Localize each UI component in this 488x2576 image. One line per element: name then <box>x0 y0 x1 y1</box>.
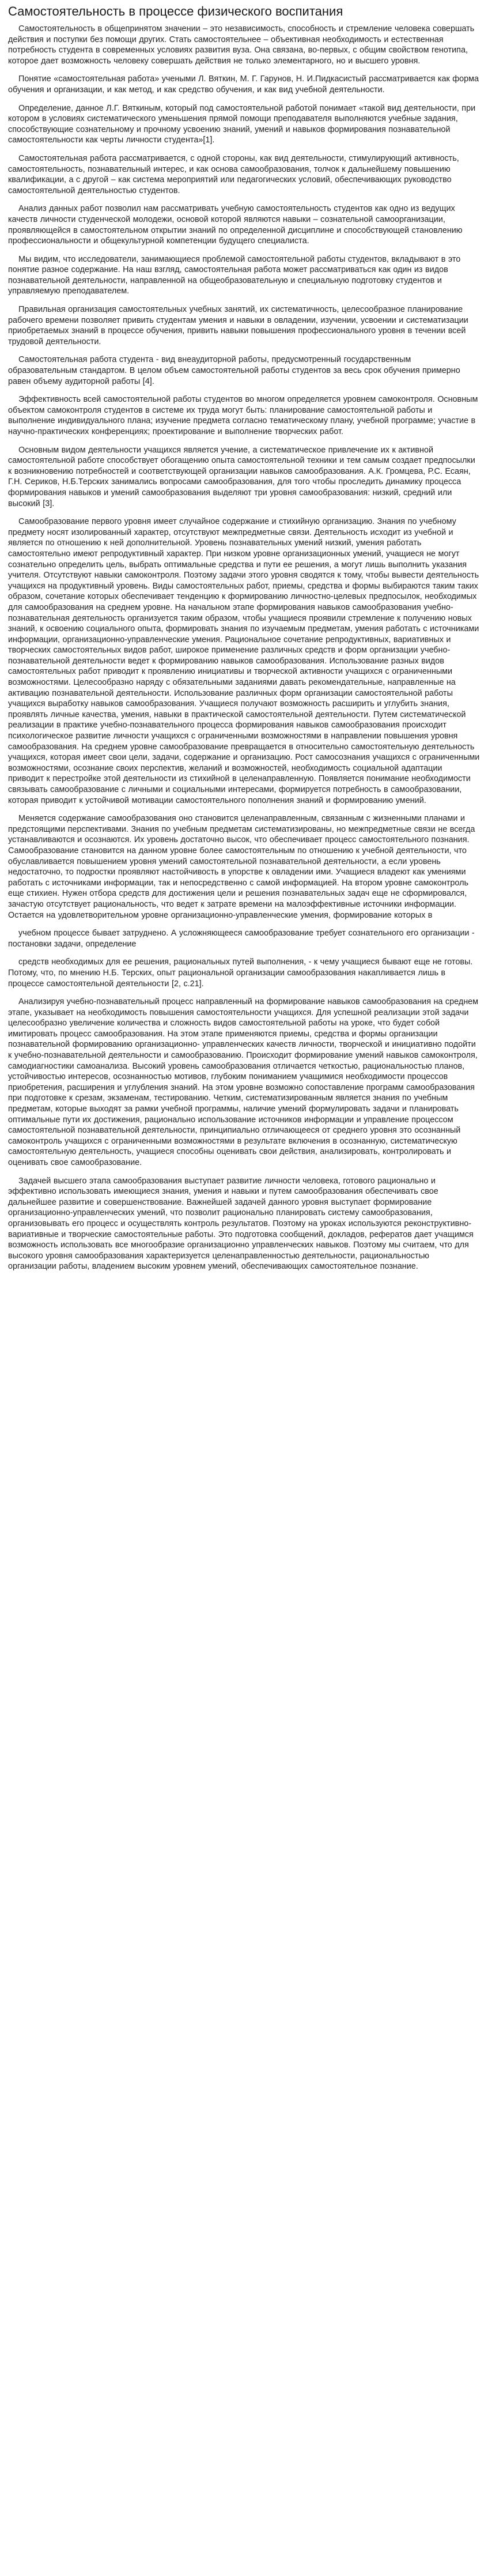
paragraph-4: Самостоятельная работа рассматривается, с одной стороны, как вид деятельности, стимулирующий активность, самостоятельность, познавательный интерес, и как основа самообразования, толчок к дальнейшему повышению квалификации, а с другой – как система мероприятий или педагогических условий, обеспечивающих руководство самостоятельной деятельностью студентов. <box>8 153 459 195</box>
paragraph-11: Самообразование первого уровня имеет случайное содержание и стихийную организацию. Знания по учебному предмету носят изолированный характер, отсутствуют межпредметные связи. Деятельность исходит из учебной и является по отношению к ней дополнительной. Уровень познавательных умений низкий, умения работать самостоятельно имеют репродуктивный характер. При низком уровне организационных умений, учащиеся не могут сознательно определить цель, выбрать оптимальные средства и пути ее решения, а могут лишь выполнить указания учителя. Отсутствуют навыки самоконтроля. Поэтому задачи этого уровня сводятся к тому, чтобы вывести деятельность учащихся на продуктивный уровень. Виды самостоятельных работ, приемы, средства и формы выбираются таким таких образом, сочетание которых обеспечивает тенденцию к формированию личностно-целевых предпосылок, необходимых для самообразования на среднем уровне. На начальном этапе формирования навыков самообразования учебно- познавательная деятельность организуется таким образом, чтобы учащиеся проявили стремление к получению новых знаний, к освоению социального опыта, формировать знания по изучаемым предметам, умения работать с источниками информации, организационно-управленческие умения. Рациональное сочетание репродуктивных, вариативных и творческих самостоятельных видов работ, широкое применение различных средств и форм организации учебно-познавательной деятельности ведет к формированию навыков самообразования. Использование разных видов самостоятельных работ приводит к проявлению инициативы и творческой активности учащихся с ограниченными возможностями. Целесообразно наряду с обязательными заданиями давать рекомендательные, направленные на активацию познавательной деятельности. Использование различных форм организации самостоятельной работы учащихся выработку навыков самообразования. Учащиеся получают возможность расширить и углубить знания, проявлять личные качества, умения, навыки в практической самостоятельной деятельности. Путем систематической реализации в практике учебно-познавательного процесса формирования навыков самообразования происходит психологическое развитие личности учащихся с ограниченными возможностями в направлении повышения уровня самообразования. На среднем уровне самообразование превращается в относительно самостоятельную деятельность учащихся, которая имеет свои цели, задачи, содержание и организацию. Рост самосознания учащихся с ограниченными возможностями, осознание своих перспектив, желаний и возможностей, необходимость социальной адаптации приводит к перестройке этой деятельности из стихийной в целенаправленную. Появляется понимание необходимости связывать самообразование с личными и социальными интересами, формируется потребность в самообразовании, которая приводит к устойчивой мотивации самостоятельного пополнения знаний и формированию умений. <box>8 517 480 805</box>
paragraph-7: Правильная организация самостоятельных учебных занятий, их систематичность, целесообразное планирование рабочего времени позволяет привить студентам умения и навыки в овладении, изучении, усвоении и систематизации приобретаемых знаний в процессе обучения, привить навыки повышения профессионального уровня в течении всей трудовой деятельности. <box>8 305 468 346</box>
paragraph-13: учебном процессе бывает затруднено. А усложняющееся самообразование требует сознательного его организации - постановки задачи, определение <box>8 929 475 949</box>
paragraph-3: Определение, данное Л.Г. Вяткиным, который под самостоятельной работой понимает «такой вид деятельности, при котором в условиях систематического уменьшения прямой помощи преподавателя выполняются учебные задания, способствующие сознательному и прочному усвоению знаний, умений и навыков формирования познавательной самостоятельности как черты личности студента»[1]. <box>8 103 476 145</box>
paragraph-1: Самостоятельность в общепринятом значении – это независимость, способность и стремление человека совершать действия и поступки без помощи других. Стать самостоятельнее – объективная необходимость и естественная потребность студента в современных условиях развития вуза. Она связана, во-первых, с общим свойством генотипа, которое дает возможность человеку совершать действия не только элементарного, но и высшего уровня. <box>8 24 475 66</box>
paragraph-8: Самостоятельная работа студента - вид внеаудиторной работы, предусмотренный государственным образовательным стандартом. В целом объем самостоятельной работы студентов за весь срок обучения примерно равен объему аудиторной работы [4]. <box>8 355 460 386</box>
paragraph-15: Анализируя учебно-познавательный процесс направленный на формирование навыков самообразования на среднем этапе, указывает на необходимость повышения самостоятельности учащихся. Для успешной реализации этой задачи целесообразно увеличение количества и сложность видов самостоятельной работы на уроке, что будет собой имитировать процесс самообразования. На этом этапе применяются приемы, средства и формы организации познавательной формированию организационно- управленческих качеств личности, творческой и инициативно подойти к учебно-познавательной деятельности и самообразованию. Происходит формирование умений навыков самоконтроля, самодиагностики самоанализа. Высокий уровень самообразования отличается четкостью, рациональностью планов, устойчивостью интересов, осознанностью мотивов, глубоким пониманием учащимися необходимости процессов приобретения, расширения и углубления знаний. На этом уровне возможно сопоставление программ самообразования при подготовке к срезам, экзаменам, тестированию. Четким, систематизированным является знания по учебным предметам, которые выходят за рамки учебной программы, наличие умений формулировать задачи и планировать оптимальные пути их достижения, рационально использование источников информации и управление процессом самостоятельной познавательной деятельности, принципиально отличающееся от среднего уровня это осознанный самоконтроль учащихся с ограниченными возможностями в результате включения в осознанную, систематическую самостоятельную деятельность, учащиеся способны оценивать свои действия, анализировать, контролировать и оценивать свое самообразование. <box>8 997 479 1167</box>
article-title: Самостоятельность в процессе физического воспитания <box>8 4 343 18</box>
paragraph-16: Задачей высшего этапа самообразования выступает развитие личности человека, готового рационально и эффективно использовать имеющиеся знания, умения и навыки и путем самообразования обеспечивать свое дальнейшее развитие и совершенствование. Важнейшей задачей данного уровня выступает формирование организационно-управленческих умений, что позволит рационально планировать систему самообразования, организовывать его процесс и осуществлять контроль результатов. Поэтому на уроках используются реконструктивно-вариативные и творческие самостоятельные работы. Это подготовка сообщений, докладов, рефератов дает учащимся возможность использовать все многообразие организационно управленческих навыков. Поэтому мы считаем, что для высокого уровня самообразования характеризуется целенаправленностью деятельности, рациональностью организации работы, владением высоким уровнем умений, обеспечивающих самостоятельное познание. <box>8 1176 474 1272</box>
paragraph-9: Эффективность всей самостоятельной работы студентов во многом определяется уровнем самоконтроля. Основным объектом самоконтроля студентов в системе их труда могут быть: планирование самостоятельной работы и выполнение индивидуального плана; изучение предмета согласно тематическому плану, учебной программе; участие в научно-практических конференциях; проектирование и выполнение творческих работ. <box>8 395 478 436</box>
paragraph-10: Основным видом деятельности учащихся является учение, а систематическое привлечение их к активной самостоятельной работе способствует обогащению опыта самостоятельной техники и тем самым создает предпосылки к возникновению потребностей и соответствующей организации навыков самообразования. А.К. Громцева, Р.С. Есаян, Г.Н. Сериков, Н.Б.Терских занимались вопросами самообразования, для того чтобы проследить динамику процесса формирования навыков и умений самообразования выделяют три уровня самообразования: низкий, средний или высокий [3]. <box>8 445 475 508</box>
paragraph-14: средств необходимых для ее решения, рациональных путей выполнения, - к чему учащиеся бывают еще не готовы. Потому, что, по мнению Н.Б. Терских, опыт рациональной организации самообразования накапливается лишь в процессе самостоятельной деятельности [2, с.21]. <box>8 957 473 989</box>
paragraph-2: Понятие «самостоятельная работа» учеными Л. Вяткин, М. Г. Гарунов, Н. И.Пидкасистый рассматривается как форма обучения и организации, и как метод, и как средство обучения, и как вид учебной деятельности. <box>8 74 479 95</box>
paragraph-12: Меняется содержание самообразования оно становится целенаправленным, связанным с жизненными планами и предстоящими перспективами. Знания по учебным предметам систематизированы, но межпредметные связи не всегда устанавливаются и осознаются. Их уровень достаточно высок, что обеспечивает процесс самостоятельного познания. Самообразование становится на данном уровне более самостоятельным по отношению к учебной деятельности, что обуславливается повышением уровня умений самостоятельной познавательной деятельности, а если уровень недостаточно, то подростки проявляют настойчивость в упорстве к овладении ими. Учащиеся владеют как умениями работать с источниками информации, так и непосредственно с самой информацией. На втором уровне самоконтроль еще стихиен. Нужен отбора средств для достижения цели и решения познавательных задач еще не сформировался, зачастую отсутствует рациональность, что ведет к затрате времени на малоэффективные источники информации. Остается на удовлетворительном уровне организационно-управленческие умения, формирование которых в <box>8 814 475 920</box>
paragraph-6: Мы видим, что исследователи, занимающиеся проблемой самостоятельной работы студентов, вкладывают в это понятие разное содержание. На наш взгляд, самостоятельная работа может рассматриваться как один из видов познавательной деятельности, направленной на общеобразовательную и специальную подготовку студентов и управляемую преподавателем. <box>8 254 461 296</box>
paragraph-5: Анализ данных работ позволил нам рассматривать учебную самостоятельность студентов как одно из ведущих качеств личности студенческой молодежи, основой которой являются навыки – сознательной самоорганизации, проявляющейся в самостоятельном открытии знаний по определенной дисциплине и способствующей становлению профессиональности и общекультурной компетенции будущего специалиста. <box>8 204 463 246</box>
